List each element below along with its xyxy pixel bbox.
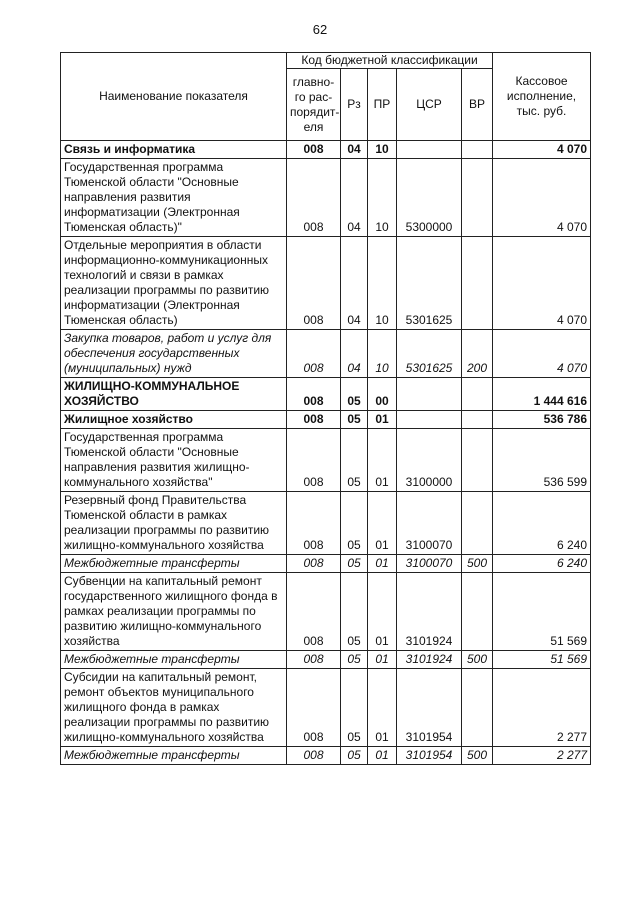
row-rz: 04 [341, 141, 368, 159]
row-csr [397, 378, 462, 411]
row-rz: 05 [341, 747, 368, 765]
row-amount: 4 070 [493, 141, 591, 159]
row-name: Отдельные мероприятия в области информационно-коммуникационных технологий и связи в рамках реализации программы по развитию информатизации (Электронная Тюменская область) [61, 237, 287, 330]
table-row [61, 651, 591, 669]
row-csr: 5301625 [397, 237, 462, 330]
row-pr: 01 [368, 492, 397, 555]
table-row [61, 159, 591, 237]
row-csr: 3101924 [397, 573, 462, 651]
row-csr: 3101954 [397, 747, 462, 765]
row-rz: 05 [341, 492, 368, 555]
row-glav: 008 [287, 378, 341, 411]
row-vr [462, 378, 493, 411]
row-csr [397, 411, 462, 429]
row-amount: 6 240 [493, 492, 591, 555]
table-row [61, 669, 591, 747]
table-row [61, 237, 591, 330]
row-vr [462, 573, 493, 651]
row-vr: 200 [462, 330, 493, 378]
row-pr: 10 [368, 141, 397, 159]
header-name: Наименование показателя [61, 53, 287, 141]
row-name: Жилищное хозяйство [61, 411, 287, 429]
row-csr: 3100070 [397, 492, 462, 555]
row-vr: 500 [462, 651, 493, 669]
row-amount: 51 569 [493, 573, 591, 651]
row-pr: 01 [368, 669, 397, 747]
row-pr: 01 [368, 555, 397, 573]
row-csr: 5300000 [397, 159, 462, 237]
row-rz: 05 [341, 429, 368, 492]
row-amount: 2 277 [493, 747, 591, 765]
table-row [61, 747, 591, 765]
header-vr: ВР [462, 69, 493, 141]
row-glav: 008 [287, 747, 341, 765]
row-rz: 04 [341, 237, 368, 330]
row-name: Межбюджетные трансферты [61, 651, 287, 669]
row-pr: 01 [368, 429, 397, 492]
page-number: 62 [312, 22, 328, 37]
row-glav: 008 [287, 651, 341, 669]
row-rz: 05 [341, 573, 368, 651]
row-amount: 6 240 [493, 555, 591, 573]
row-pr: 00 [368, 378, 397, 411]
row-rz: 05 [341, 651, 368, 669]
row-amount: 4 070 [493, 330, 591, 378]
row-rz: 05 [341, 378, 368, 411]
row-glav: 008 [287, 492, 341, 555]
row-glav: 008 [287, 141, 341, 159]
row-name: Резервный фонд Правительства Тюменской области в рамках реализации программы по развитию жилищно-коммунального хозяйства [61, 492, 287, 555]
row-pr: 10 [368, 330, 397, 378]
row-csr: 5301625 [397, 330, 462, 378]
row-vr [462, 669, 493, 747]
row-amount: 536 599 [493, 429, 591, 492]
row-rz: 05 [341, 555, 368, 573]
row-amount: 4 070 [493, 159, 591, 237]
row-pr: 01 [368, 411, 397, 429]
row-pr: 10 [368, 237, 397, 330]
header-amount: Кассовое исполнение, тыс. руб. [493, 53, 591, 141]
table-row [61, 330, 591, 378]
row-glav: 008 [287, 429, 341, 492]
row-amount: 51 569 [493, 651, 591, 669]
row-rz: 05 [341, 669, 368, 747]
row-name: Закупка товаров, работ и услуг для обеспечения государственных (муниципальных) нужд [61, 330, 287, 378]
table-row [61, 492, 591, 555]
row-vr: 500 [462, 747, 493, 765]
row-glav: 008 [287, 555, 341, 573]
row-amount: 2 277 [493, 669, 591, 747]
row-rz: 05 [341, 411, 368, 429]
row-glav: 008 [287, 573, 341, 651]
row-csr: 3100070 [397, 555, 462, 573]
header-group: Код бюджетной классификации [287, 53, 493, 69]
row-vr: 500 [462, 555, 493, 573]
table-row [61, 429, 591, 492]
row-amount: 1 444 616 [493, 378, 591, 411]
row-vr [462, 237, 493, 330]
row-glav: 008 [287, 411, 341, 429]
row-name: Государственная программа Тюменской области "Основные направления развития информатизации (Электронная Тюменская область)" [61, 159, 287, 237]
row-pr: 01 [368, 747, 397, 765]
row-pr: 10 [368, 159, 397, 237]
row-glav: 008 [287, 330, 341, 378]
row-name: Связь и информатика [61, 141, 287, 159]
row-amount: 4 070 [493, 237, 591, 330]
row-vr [462, 141, 493, 159]
row-name: Субсидии на капитальный ремонт, ремонт объектов муниципального жилищного фонда в рамках реализации программы по развитию жилищно-коммунального хозяйства [61, 669, 287, 747]
row-name: Государственная программа Тюменской области "Основные направления развития жилищно-коммунального хозяйства" [61, 429, 287, 492]
table-row [61, 555, 591, 573]
table-row [61, 378, 591, 411]
row-name: ЖИЛИЩНО-КОММУНАЛЬНОЕ ХОЗЯЙСТВО [61, 378, 287, 411]
table-row [61, 411, 591, 429]
row-csr: 3101954 [397, 669, 462, 747]
row-rz: 04 [341, 159, 368, 237]
row-csr: 3101924 [397, 651, 462, 669]
header-rz: Рз [341, 69, 368, 141]
row-name: Субвенции на капитальный ремонт государственного жилищного фонда в рамках реализации программы по развитию жилищно-коммунального хозяйства [61, 573, 287, 651]
table-row [61, 141, 591, 159]
row-vr [462, 429, 493, 492]
row-glav: 008 [287, 669, 341, 747]
row-vr [462, 492, 493, 555]
row-pr: 01 [368, 651, 397, 669]
row-pr: 01 [368, 573, 397, 651]
row-vr [462, 159, 493, 237]
row-name: Межбюджетные трансферты [61, 747, 287, 765]
row-name: Межбюджетные трансферты [61, 555, 287, 573]
row-csr [397, 141, 462, 159]
row-amount: 536 786 [493, 411, 591, 429]
row-glav: 008 [287, 159, 341, 237]
row-vr [462, 411, 493, 429]
table-row [61, 573, 591, 651]
header-pr: ПР [368, 69, 397, 141]
budget-table [60, 52, 591, 765]
row-rz: 04 [341, 330, 368, 378]
row-csr: 3100000 [397, 429, 462, 492]
header-glav: главно-го рас-порядит-еля [287, 69, 341, 141]
header-csr: ЦСР [397, 69, 462, 141]
row-glav: 008 [287, 237, 341, 330]
